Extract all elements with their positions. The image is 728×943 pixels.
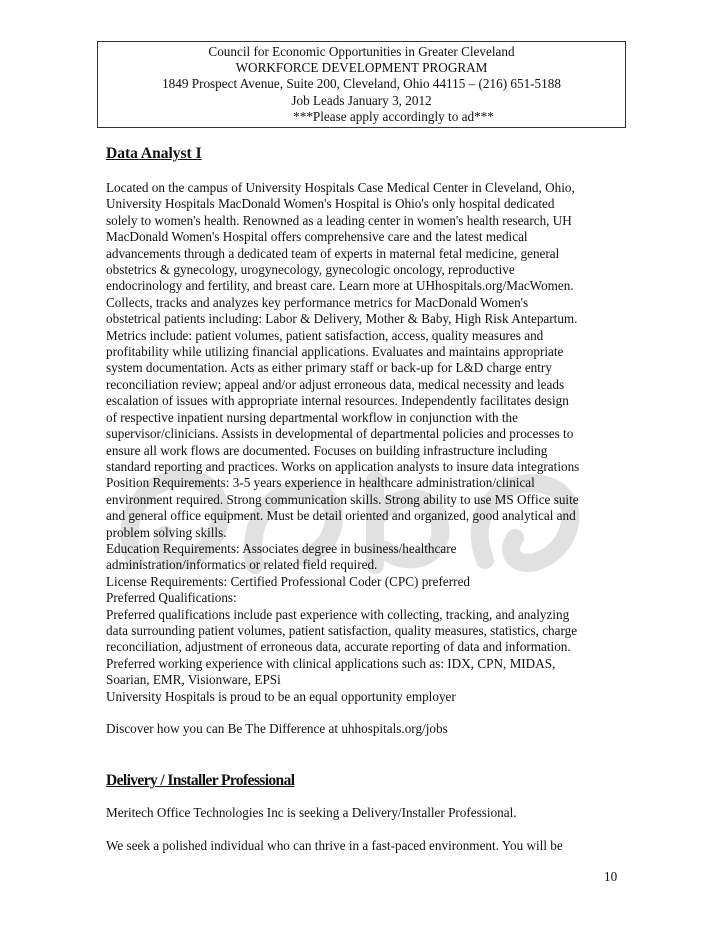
job-closing-line: Discover how you can Be The Difference at uhhospitals.org/jobs: [106, 721, 448, 736]
text-line: Metrics include: patient volumes, patient satisfaction, access, quality measures and: [106, 327, 544, 343]
text-line: Preferred working experience with clinical applications such as: IDX, CPN, MIDAS,: [106, 655, 556, 671]
job-title-data-analyst: Data Analyst I: [106, 145, 202, 162]
text-line: endocrinology and fertility, and breast care. Learn more at UHhospitals.org/MacWomen.: [106, 278, 574, 294]
text-line: solely to women's health. Renowned as a leading center in women's health research, UH: [106, 212, 572, 228]
text-line: reconciliation review; appeal and/or adjust erroneous data, medical necessity and leads: [106, 376, 565, 392]
text-line: supervisor/clinicians. Assists in developmental of departmental policies and processes to: [106, 426, 574, 442]
document-body: [106, 144, 626, 854]
text-line: escalation of issues with appropriate internal resources. Independently facilitates design: [106, 393, 569, 409]
text-line: Education Requirements: Associates degree in business/healthcare: [106, 540, 457, 556]
text-line: obstetrical patients including: Labor & Delivery, Mother & Baby, High Risk Antepartum.: [106, 311, 578, 327]
job-title-delivery-installer: Delivery / Installer Professional: [106, 772, 295, 790]
header-note: ***Please apply accordingly to ad***: [293, 108, 494, 124]
text-line: University Hospitals MacDonald Women's Hospital is Ohio's only hospital dedicated: [106, 196, 555, 212]
text-line: License Requirements: Certified Professional Coder (CPC) preferred: [106, 573, 471, 589]
text-line: ensure all work flows are documented. Focuses on building infrastructure including: [106, 442, 548, 458]
text-line: profitability while utilizing financial applications. Evaluates and maintains appropriate: [106, 344, 564, 360]
text-line: Position Requirements: 3-5 years experience in healthcare administration/clinical: [106, 475, 535, 491]
text-line: University Hospitals is proud to be an equal opportunity employer: [106, 688, 456, 704]
text-line: Collects, tracks and analyzes key performance metrics for MacDonald Women's: [106, 294, 529, 310]
text-line: system documentation. Acts as either primary staff or back-up for L&D charge entry: [106, 360, 552, 376]
job-description-data-analyst: [106, 180, 626, 705]
text-line: problem solving skills.: [106, 524, 227, 540]
header-address: 1849 Prospect Avenue, Suite 200, Cleveland, Ohio 44115 – (216) 651-5188: [162, 76, 561, 92]
header-program-name: WORKFORCE DEVELOPMENT PROGRAM: [235, 60, 488, 76]
page-number: 10: [604, 869, 618, 884]
text-line: Preferred qualifications include past experience with collecting, tracking, and analyzing: [106, 606, 570, 622]
job-text-delivery-installer: We seek a polished individual who can thrive in a fast-paced environment. You will be: [106, 837, 563, 853]
text-line: data surrounding patient volumes, patient satisfaction, quality measures, statistics, charge: [106, 622, 578, 638]
text-line: and general office equipment. Must be detail oriented and organized, good analytical and: [106, 508, 576, 524]
text-line: advancements through a dedicated team of experts in maternal fetal medicine, general: [106, 245, 560, 261]
text-line: standard reporting and practices. Works on application analysts to insure data integrations: [106, 458, 580, 474]
header-box: [97, 41, 626, 128]
text-line: of respective inpatient nursing departmental workflow in conjunction with the: [106, 409, 518, 425]
text-line: Located on the campus of University Hospitals Case Medical Center in Cleveland, Ohio,: [106, 180, 575, 195]
header-date: Job Leads January 3, 2012: [291, 92, 432, 108]
text-line: Soarian, EMR, Visionware, EPSi: [106, 672, 281, 688]
header-org-name: Council for Economic Opportunities in Greater Cleveland: [208, 44, 515, 59]
text-line: reconciliation, adjustment of erroneous data, accurate reporting of data and information.: [106, 639, 571, 655]
text-line: Preferred Qualifications:: [106, 590, 237, 606]
job-intro-delivery-installer: Meritech Office Technologies Inc is seeking a Delivery/Installer Professional.: [106, 805, 517, 821]
text-line: administration/informatics or related field required.: [106, 557, 378, 573]
text-line: MacDonald Women's Hospital offers comprehensive care and the latest medical: [106, 229, 528, 245]
text-line: obstetrics & gynecology, urogynecology, gynecologic oncology, reproductive: [106, 262, 515, 278]
text-line: environment required. Strong communication skills. Strong ability to use MS Office suite: [106, 491, 579, 507]
